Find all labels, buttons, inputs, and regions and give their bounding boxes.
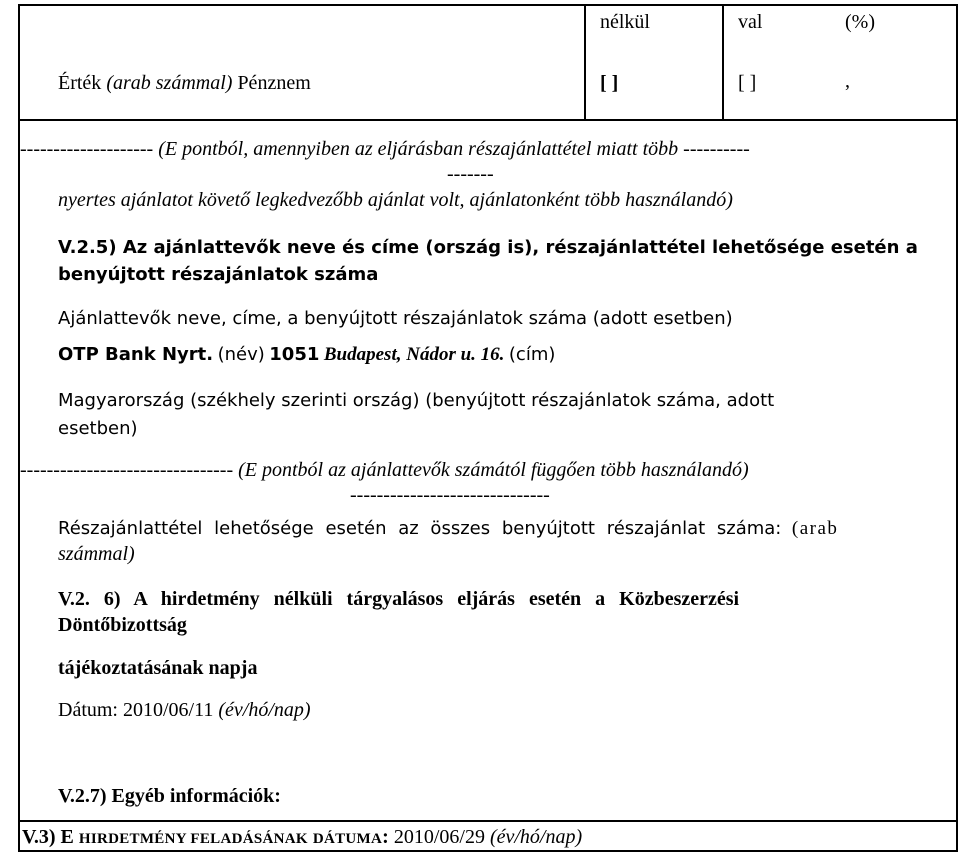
section-v26-heading-line3: tájékoztatásának napja xyxy=(58,657,258,679)
table-header-nelkul: nélkül xyxy=(600,11,650,33)
dash-note-2-text: (E pontból az ajánlattevők számától függően több használandó) xyxy=(238,459,749,481)
section-v3-date-format: (év/hó/nap) xyxy=(489,826,583,848)
dash-note-1-dashes-a: -------------------- xyxy=(20,138,154,160)
table-bottom-rule xyxy=(18,119,958,121)
winner-name-address-line xyxy=(58,344,555,366)
winner-country-line1: Magyarország (székhely szerinti ország) (benyújtott részajánlatok száma, adott xyxy=(58,390,775,411)
penznem-label: Pénznem xyxy=(237,72,311,94)
ertek-row-label xyxy=(58,72,311,95)
section-v3-top-rule xyxy=(18,820,958,822)
dash-note-1-dashes-c: ------- xyxy=(447,163,494,185)
dash-note-2-dashes-a: -------------------------------- xyxy=(20,459,234,481)
nelkul-checkbox: [ ] xyxy=(600,72,619,94)
dash-note-2-line1 xyxy=(20,459,749,482)
table-column-divider-2 xyxy=(722,4,724,120)
section-v26-date-format: (év/hó/nap) xyxy=(218,699,311,721)
section-v26-heading-line1: V.2. 6) A hirdetmény nélküli tárgyalásos eljárás esetén a Közbeszerzési xyxy=(58,588,740,610)
winner-name: OTP Bank Nyrt. xyxy=(58,344,214,365)
ertek-label: Érték xyxy=(58,72,102,94)
section-v3-caps-b: DÁTUMA xyxy=(312,831,383,847)
winner-address: Budapest, Nádor u. 16. xyxy=(323,344,505,365)
section-v26-date-line xyxy=(58,699,311,722)
dash-note-1-dashes-b: ---------- xyxy=(683,138,750,160)
partial-offers-line1 xyxy=(58,518,838,540)
winner-name-tag: (név) xyxy=(217,344,265,365)
table-column-divider-1 xyxy=(584,4,586,120)
winner-address-tag: (cím) xyxy=(508,344,556,365)
table-header-percent: (%) xyxy=(845,11,875,33)
dash-note-1-text-a: (E pontból, amennyiben az eljárásban részajánlattétel miatt több xyxy=(158,138,679,160)
table-header-val: val xyxy=(738,11,763,33)
section-v3-prefix: V.3) xyxy=(22,826,56,848)
percent-comma: , xyxy=(845,70,850,92)
winner-country-line2: esetben) xyxy=(58,418,138,439)
section-v25-label: Ajánlattevők neve, címe, a benyújtott részajánlatok száma (adott esetben) xyxy=(58,308,733,329)
dash-note-1-text-b: nyertes ajánlatot követő legkedvezőbb ajánlat volt, ajánlatonként több használandó) xyxy=(58,189,733,211)
ertek-note: (arab számmal) xyxy=(106,72,233,94)
section-v3-date-value: 2010/06/29 xyxy=(393,826,485,848)
section-v27-heading: V.2.7) Egyéb információk: xyxy=(58,785,281,807)
section-v3-line xyxy=(22,826,582,849)
val-checkbox: [ ] xyxy=(738,72,757,94)
partial-offers-line2: számmal) xyxy=(58,543,135,565)
partial-offers-tail: (arab xyxy=(791,518,839,539)
partial-offers-text: Részajánlattétel lehetősége esetén az összes benyújtott részajánlat száma: xyxy=(58,518,782,539)
document-frame xyxy=(18,4,958,852)
dash-note-2-dashes-b: ------------------------------ xyxy=(350,484,550,506)
section-v3-colon: : xyxy=(382,826,389,848)
dash-note-1-line1 xyxy=(20,138,750,161)
section-v25-heading-line2: benyújtott részajánlatok száma xyxy=(58,264,379,285)
section-v3-caps-a: HIRDETMÉNY FELADÁSÁNAK xyxy=(78,831,308,847)
winner-postcode: 1051 xyxy=(269,344,320,365)
section-v25-heading-line1: V.2.5) Az ajánlattevők neve és címe (ország is), részajánlattétel lehetősége esetén a xyxy=(58,237,918,258)
section-v26-heading-line2: Döntőbizottság xyxy=(58,614,187,636)
section-v3-e: E xyxy=(60,826,74,848)
section-v26-date-value: 2010/06/11 xyxy=(123,699,214,721)
section-v26-date-label: Dátum: xyxy=(58,699,118,721)
